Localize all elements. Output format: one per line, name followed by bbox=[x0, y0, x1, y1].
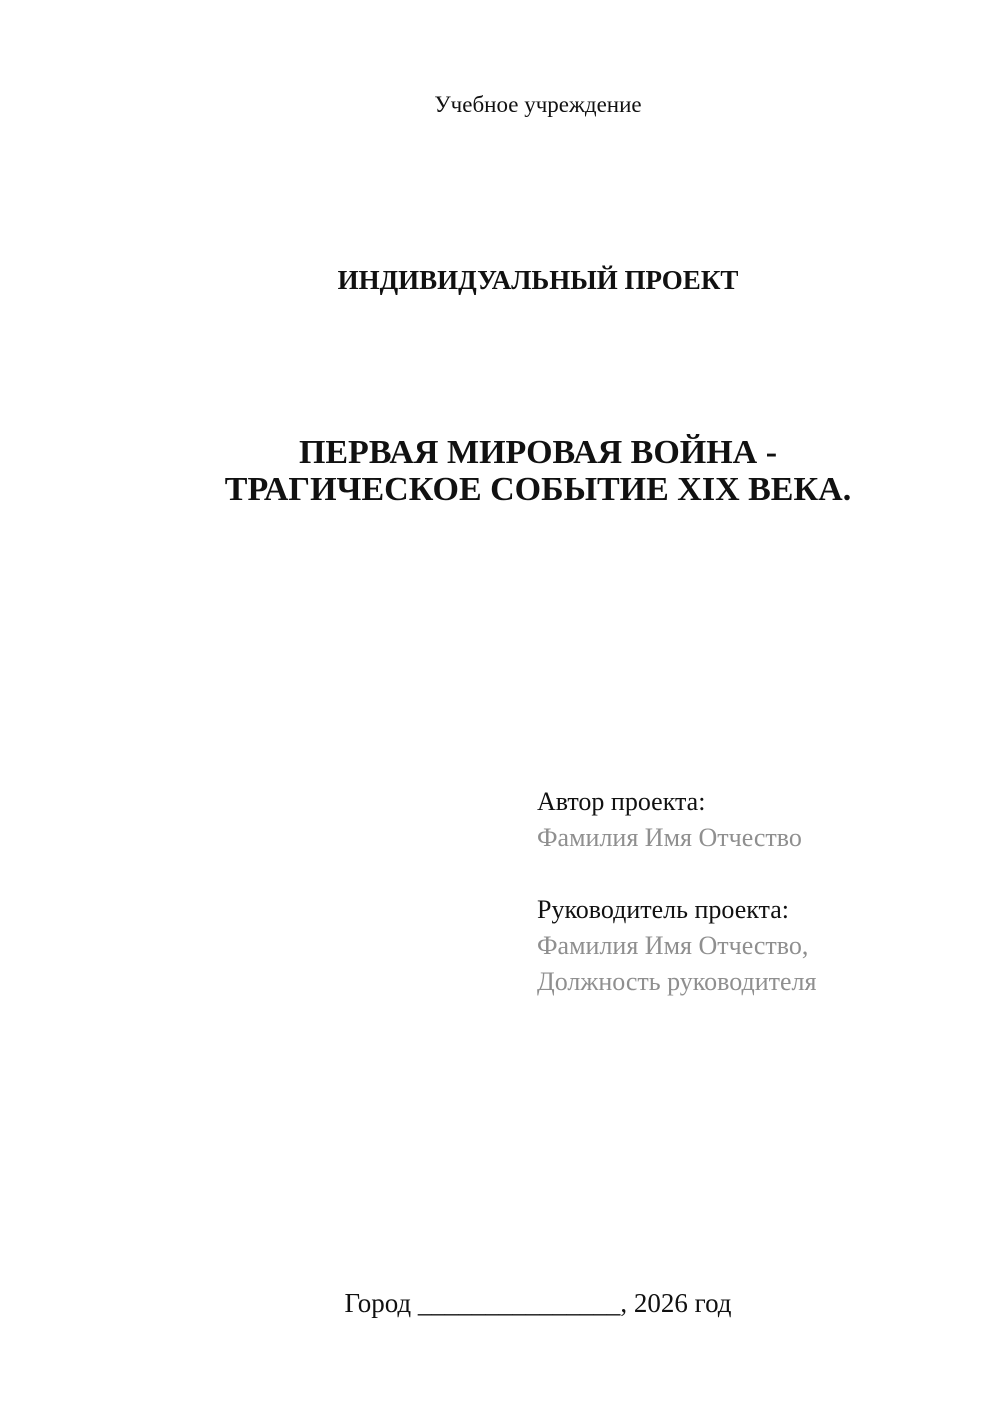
author-label: Автор проекта: bbox=[537, 787, 706, 816]
project-title-line-2: ТРАГИЧЕСКОЕ СОБЫТИЕ XIX ВЕКА. bbox=[224, 471, 852, 508]
project-title bbox=[113, 434, 963, 508]
supervisor-name-placeholder: Фамилия Имя Отчество, bbox=[537, 931, 809, 960]
supervisor-label: Руководитель проекта: bbox=[537, 895, 790, 924]
author-group bbox=[537, 784, 816, 856]
credits-block bbox=[537, 784, 816, 1000]
supervisor-group bbox=[537, 892, 816, 1000]
institution-name: Учебное учреждение bbox=[434, 92, 642, 117]
supervisor-position-placeholder: Должность руководителя bbox=[537, 967, 817, 996]
author-name-placeholder: Фамилия Имя Отчество bbox=[537, 823, 802, 852]
project-type-heading: ИНДИВИДУАЛЬНЫЙ ПРОЕКТ bbox=[337, 265, 739, 295]
city-year-line: Город _______________, 2026 год bbox=[344, 1288, 732, 1318]
project-title-line-1: ПЕРВАЯ МИРОВАЯ ВОЙНА - bbox=[298, 434, 778, 471]
